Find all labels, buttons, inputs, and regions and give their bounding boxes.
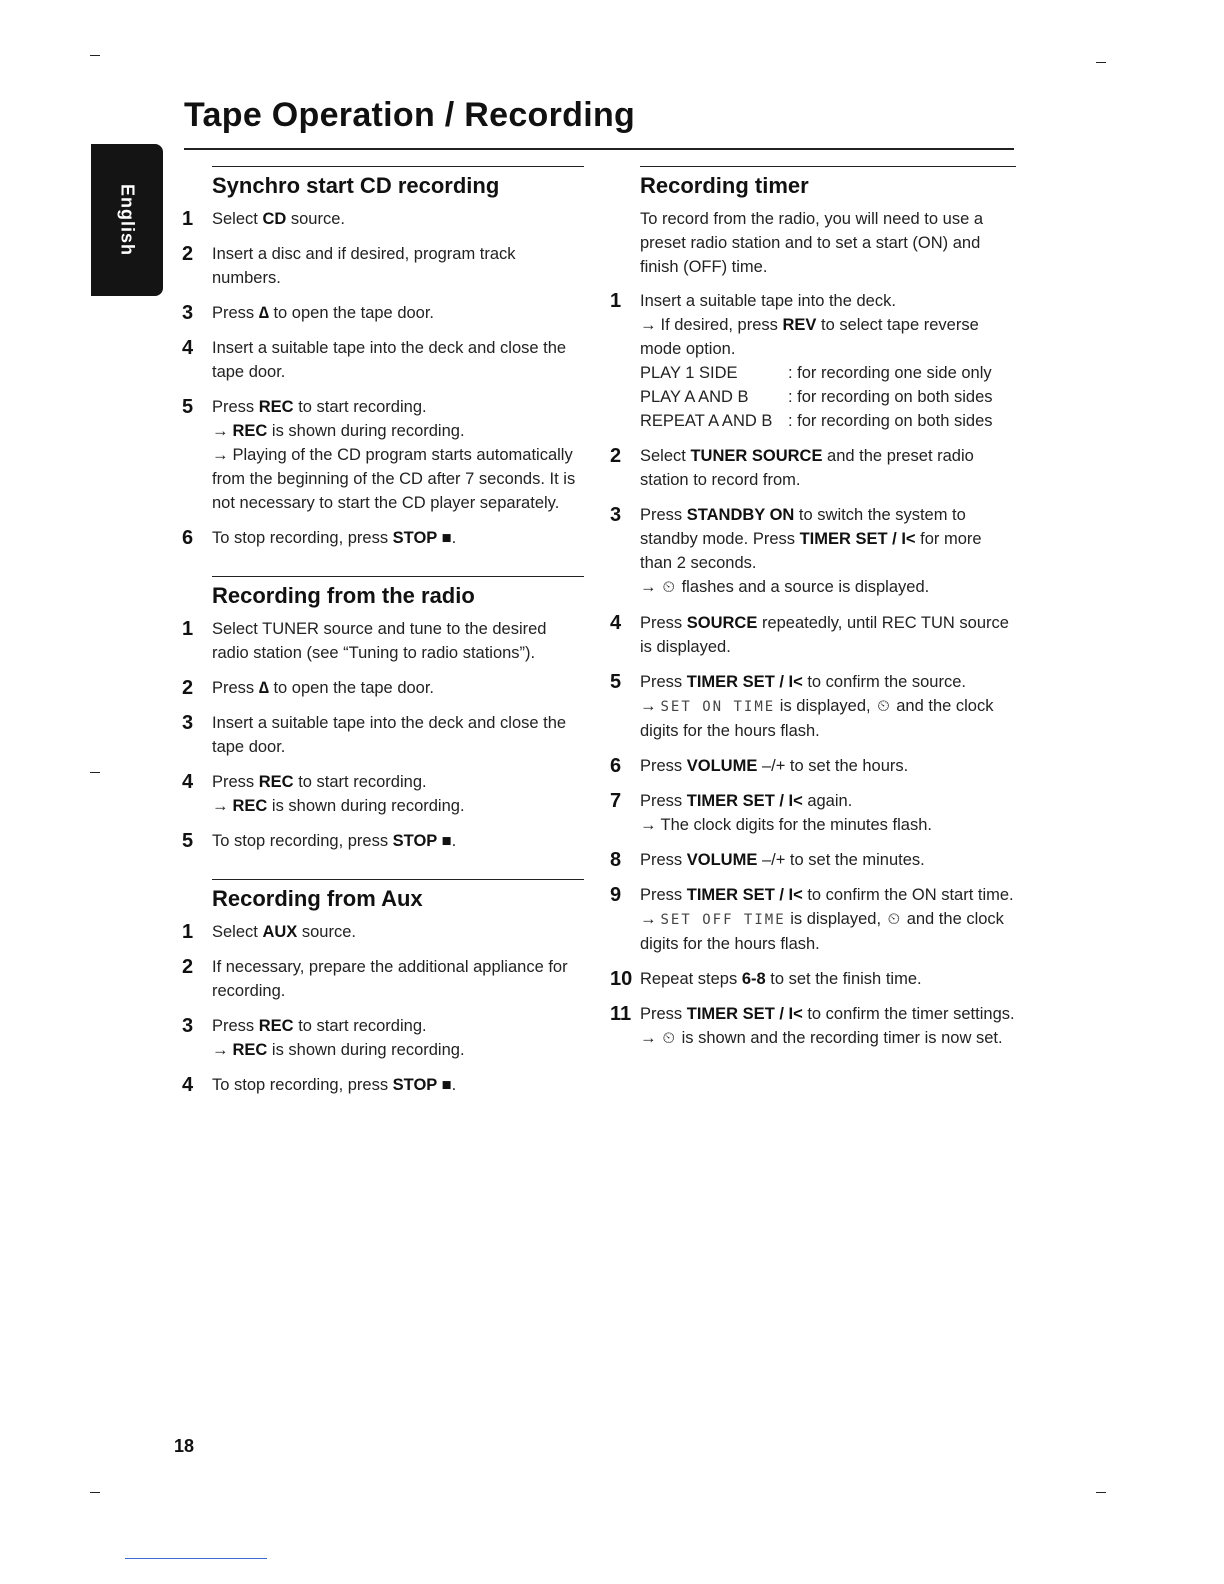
section-intro: To record from the radio, you will need to use a preset radio station and to set a start (ON) and finish (OFF) time. [640, 210, 984, 276]
step-item [182, 829, 584, 853]
text-run: repeatedly, until REC TUN source is displayed. [640, 614, 1009, 656]
text-run: Press [212, 1017, 259, 1035]
crop-mark [1096, 1492, 1106, 1493]
section-rule [212, 166, 584, 167]
step-text [212, 398, 427, 416]
open-icon: ∆ [258, 304, 269, 322]
page-title: Tape Operation / Recording [184, 96, 636, 134]
left-column [182, 166, 584, 1123]
button-name: REC [232, 422, 268, 440]
text-run: Press [640, 1005, 687, 1023]
step-number: 3 [182, 302, 194, 324]
text-run: Select [212, 923, 263, 941]
clock-icon: ⏲ [662, 579, 675, 596]
step-list [182, 207, 584, 550]
mode-description: : for recording on both sides [788, 412, 993, 430]
step-item [610, 967, 1016, 991]
step-text [212, 773, 427, 791]
text-run: to open the tape door. [268, 304, 435, 322]
section-title: Recording from Aux [212, 886, 423, 911]
step-text [640, 970, 922, 988]
button-name: REC [258, 773, 294, 791]
step-text: Select TUNER source and tune to the desired radio station (see “Tuning to radio stations”). [212, 620, 547, 662]
step-item [610, 670, 1016, 743]
step-result [212, 1038, 584, 1062]
step-item [610, 289, 1016, 433]
step-number: 4 [610, 612, 622, 634]
step-number: 5 [182, 830, 194, 852]
language-tab-label: English [117, 183, 138, 257]
text-run: is shown during recording. [267, 422, 465, 440]
button-name: REV [782, 316, 817, 334]
mode-name: PLAY A AND B [640, 388, 749, 406]
button-name: SOURCE [686, 614, 758, 632]
button-name: TUNER SOURCE [690, 447, 823, 465]
step-number: 6 [182, 527, 194, 549]
step-number: 11 [610, 1003, 632, 1025]
right-column [610, 166, 1016, 1077]
button-name: TIMER SET / I< [686, 792, 803, 810]
button-name: VOLUME [686, 851, 758, 869]
text-run: The clock digits for the minutes flash. [660, 816, 932, 834]
section-title: Recording timer [640, 173, 809, 198]
text-run: Repeat steps [640, 970, 742, 988]
step-item [182, 955, 584, 1003]
button-name: STOP ■ [392, 529, 452, 547]
section-radio [182, 576, 584, 853]
step-result [212, 443, 584, 515]
step-text [640, 614, 1009, 656]
title-rule [184, 148, 1014, 150]
step-list [182, 617, 584, 853]
text-run: Press [640, 673, 687, 691]
step-text [640, 757, 908, 775]
step-text: Insert a suitable tape into the deck and close the tape door. [212, 339, 567, 381]
section-timer [610, 166, 1016, 1051]
language-tab [91, 144, 163, 296]
step-text [640, 886, 1014, 904]
step-number: 4 [182, 771, 194, 793]
text-run: to start recording. [293, 398, 427, 416]
crop-mark [90, 1492, 100, 1493]
text-run: Press [640, 757, 687, 775]
text-run: Press [640, 506, 687, 524]
step-number: 2 [182, 956, 194, 978]
step-text [212, 679, 434, 697]
text-run: to set the finish time. [765, 970, 922, 988]
step-item [182, 336, 584, 384]
button-name: REC [258, 1017, 294, 1035]
button-name: REC [232, 797, 268, 815]
text-run: –/+ to set the hours. [757, 757, 909, 775]
step-number: 1 [182, 618, 194, 640]
text-run: –/+ to set the minutes. [757, 851, 925, 869]
step-text [212, 529, 456, 547]
step-result [640, 813, 1016, 837]
step-text [640, 673, 966, 691]
button-name: REC [232, 1041, 268, 1059]
step-number: 8 [610, 849, 622, 871]
step-text: Insert a suitable tape into the deck and close the tape door. [212, 714, 567, 756]
step-item [610, 444, 1016, 492]
step-result [640, 313, 1016, 361]
clock-icon: ⏲ [887, 911, 901, 928]
text-run: Select [640, 447, 691, 465]
text-run: is displayed, [785, 910, 886, 928]
section-rule [212, 879, 584, 880]
step-number: 4 [182, 337, 194, 359]
step-text [212, 923, 356, 941]
text-run: to start recording. [293, 773, 427, 791]
text-run: source. [286, 210, 345, 228]
step-item [182, 207, 584, 231]
step-item [182, 242, 584, 290]
text-run: is shown during recording. [267, 1041, 465, 1059]
step-number: 5 [182, 396, 194, 418]
text-run: to open the tape door. [268, 679, 435, 697]
crop-mark [1096, 62, 1106, 63]
step-text [212, 304, 434, 322]
result-arrow-icon: → [640, 910, 657, 928]
button-name: STOP ■ [392, 1076, 452, 1094]
step-number: 3 [610, 504, 622, 526]
text-run: again. [802, 792, 853, 810]
step-item [182, 526, 584, 550]
step-item [182, 617, 584, 665]
step-item [182, 770, 584, 818]
result-arrow-icon: → [212, 446, 229, 464]
step-item [182, 301, 584, 325]
result-arrow-icon: → [640, 816, 657, 834]
step-number: 3 [182, 712, 194, 734]
text-run: is shown during recording. [267, 797, 465, 815]
step-result [640, 907, 1016, 956]
button-name: AUX [262, 923, 298, 941]
button-name: 6-8 [741, 970, 766, 988]
step-number: 2 [182, 243, 194, 265]
step-result [212, 794, 584, 818]
crop-mark [90, 55, 100, 56]
button-name: CD [262, 210, 287, 228]
step-item [182, 395, 584, 515]
text-run: To stop recording, press [212, 529, 393, 547]
step-item [610, 754, 1016, 778]
step-item [610, 1002, 1016, 1051]
button-name: VOLUME [686, 757, 758, 775]
text-run: source. [297, 923, 356, 941]
step-item [610, 883, 1016, 956]
button-name: TIMER SET / I< [686, 1005, 803, 1023]
step-text [640, 447, 974, 489]
step-list [182, 920, 584, 1097]
button-name: TIMER SET / I< [686, 673, 803, 691]
result-arrow-icon: → [212, 1041, 229, 1059]
step-result [212, 419, 584, 443]
button-name: TIMER SET / I< [686, 886, 803, 904]
text-run: To stop recording, press [212, 832, 393, 850]
clock-icon: ⏲ [877, 698, 890, 715]
step-text [212, 1076, 456, 1094]
step-number: 5 [610, 671, 622, 693]
mode-description: : for recording one side only [788, 364, 992, 382]
text-run: to confirm the ON start time. [802, 886, 1014, 904]
lcd-text: SET OFF TIME [660, 912, 786, 928]
step-text [640, 851, 925, 869]
crop-mark [90, 772, 100, 773]
step-number: 1 [182, 921, 194, 943]
text-run: is shown and the recording timer is now set. [676, 1029, 1003, 1047]
text-run: Playing of the CD program starts automatically from the beginning of the CD after 7 seconds. It is not necessary to start the CD player separately. [212, 446, 576, 512]
step-item [182, 920, 584, 944]
button-name: REC [258, 398, 294, 416]
text-run: and the preset radio station to record from. [640, 447, 974, 489]
step-text: Insert a disc and if desired, program track numbers. [212, 245, 516, 287]
step-number: 9 [610, 884, 622, 906]
step-item [182, 711, 584, 759]
text-run: . [451, 1076, 457, 1094]
step-number: 2 [610, 445, 622, 467]
step-item [610, 611, 1016, 659]
step-item [610, 789, 1016, 837]
text-run: . [451, 529, 457, 547]
step-item [182, 676, 584, 700]
step-number: 2 [182, 677, 194, 699]
step-item [610, 503, 1016, 600]
button-name: TIMER SET / I< [799, 530, 916, 548]
result-arrow-icon: → [640, 316, 657, 334]
step-number: 7 [610, 790, 622, 812]
mode-table [640, 361, 1016, 433]
step-result [640, 1026, 1016, 1051]
step-number: 1 [182, 208, 194, 230]
mode-name: REPEAT A AND B [640, 412, 773, 430]
text-run: and the clock digits for the hours flash. [640, 697, 994, 740]
mode-description: : for recording on both sides [788, 388, 993, 406]
text-run: . [451, 832, 457, 850]
section-title: Synchro start CD recording [212, 173, 500, 198]
step-text [212, 210, 345, 228]
step-text: If necessary, prepare the additional appliance for recording. [212, 958, 568, 1000]
clock-icon: ⏲ [662, 1030, 675, 1047]
step-result [640, 575, 1016, 600]
text-run: Press [212, 773, 259, 791]
result-arrow-icon: → [640, 697, 657, 715]
text-run: flashes and a source is displayed. [676, 578, 930, 596]
text-run: to start recording. [293, 1017, 427, 1035]
text-run: Press [640, 614, 687, 632]
text-run: to select tape reverse mode option. [640, 316, 979, 358]
lcd-text: SET ON TIME [660, 699, 776, 715]
step-number: 4 [182, 1074, 194, 1096]
text-run: to switch the system to standby mode. Press [640, 506, 966, 548]
button-name: STOP ■ [392, 832, 452, 850]
section-title: Recording from the radio [212, 583, 475, 608]
page-number: 18 [174, 1436, 195, 1456]
text-run: is displayed, [775, 697, 876, 715]
result-arrow-icon: → [212, 422, 229, 440]
text-run: Press [212, 304, 259, 322]
mode-name: PLAY 1 SIDE [640, 364, 738, 382]
text-run: and the clock digits for the hours flash. [640, 910, 1004, 953]
section-synchro [182, 166, 584, 550]
text-run: If desired, press [660, 316, 783, 334]
section-aux [182, 879, 584, 1097]
text-run: Press [212, 398, 259, 416]
open-icon: ∆ [258, 679, 269, 697]
step-result [640, 694, 1016, 743]
step-number: 6 [610, 755, 622, 777]
step-item [182, 1073, 584, 1097]
text-run: to confirm the timer settings. [802, 1005, 1015, 1023]
step-text [640, 1005, 1015, 1023]
footer-rule [125, 1558, 267, 1559]
step-number: 3 [182, 1015, 194, 1037]
step-text [212, 832, 456, 850]
step-item [610, 848, 1016, 872]
text-run: To stop recording, press [212, 1076, 393, 1094]
result-arrow-icon: → [640, 1029, 657, 1047]
text-run: Press [640, 851, 687, 869]
text-run: Select [212, 210, 263, 228]
step-list [610, 289, 1016, 1051]
text-run: Press [640, 886, 687, 904]
step-item [182, 1014, 584, 1062]
section-rule [212, 576, 584, 577]
text-run: to confirm the source. [802, 673, 966, 691]
button-name: STANDBY ON [686, 506, 795, 524]
step-text: Insert a suitable tape into the deck. [640, 292, 896, 310]
text-run: Press [212, 679, 259, 697]
step-text [640, 792, 852, 810]
result-arrow-icon: → [640, 578, 657, 596]
text-run: for more than 2 seconds. [640, 530, 982, 572]
step-text [212, 1017, 427, 1035]
text-run: Press [640, 792, 687, 810]
result-arrow-icon: → [212, 797, 229, 815]
step-text [640, 506, 982, 572]
section-rule [640, 166, 1016, 167]
step-number: 1 [610, 290, 622, 312]
step-number: 10 [610, 968, 633, 990]
